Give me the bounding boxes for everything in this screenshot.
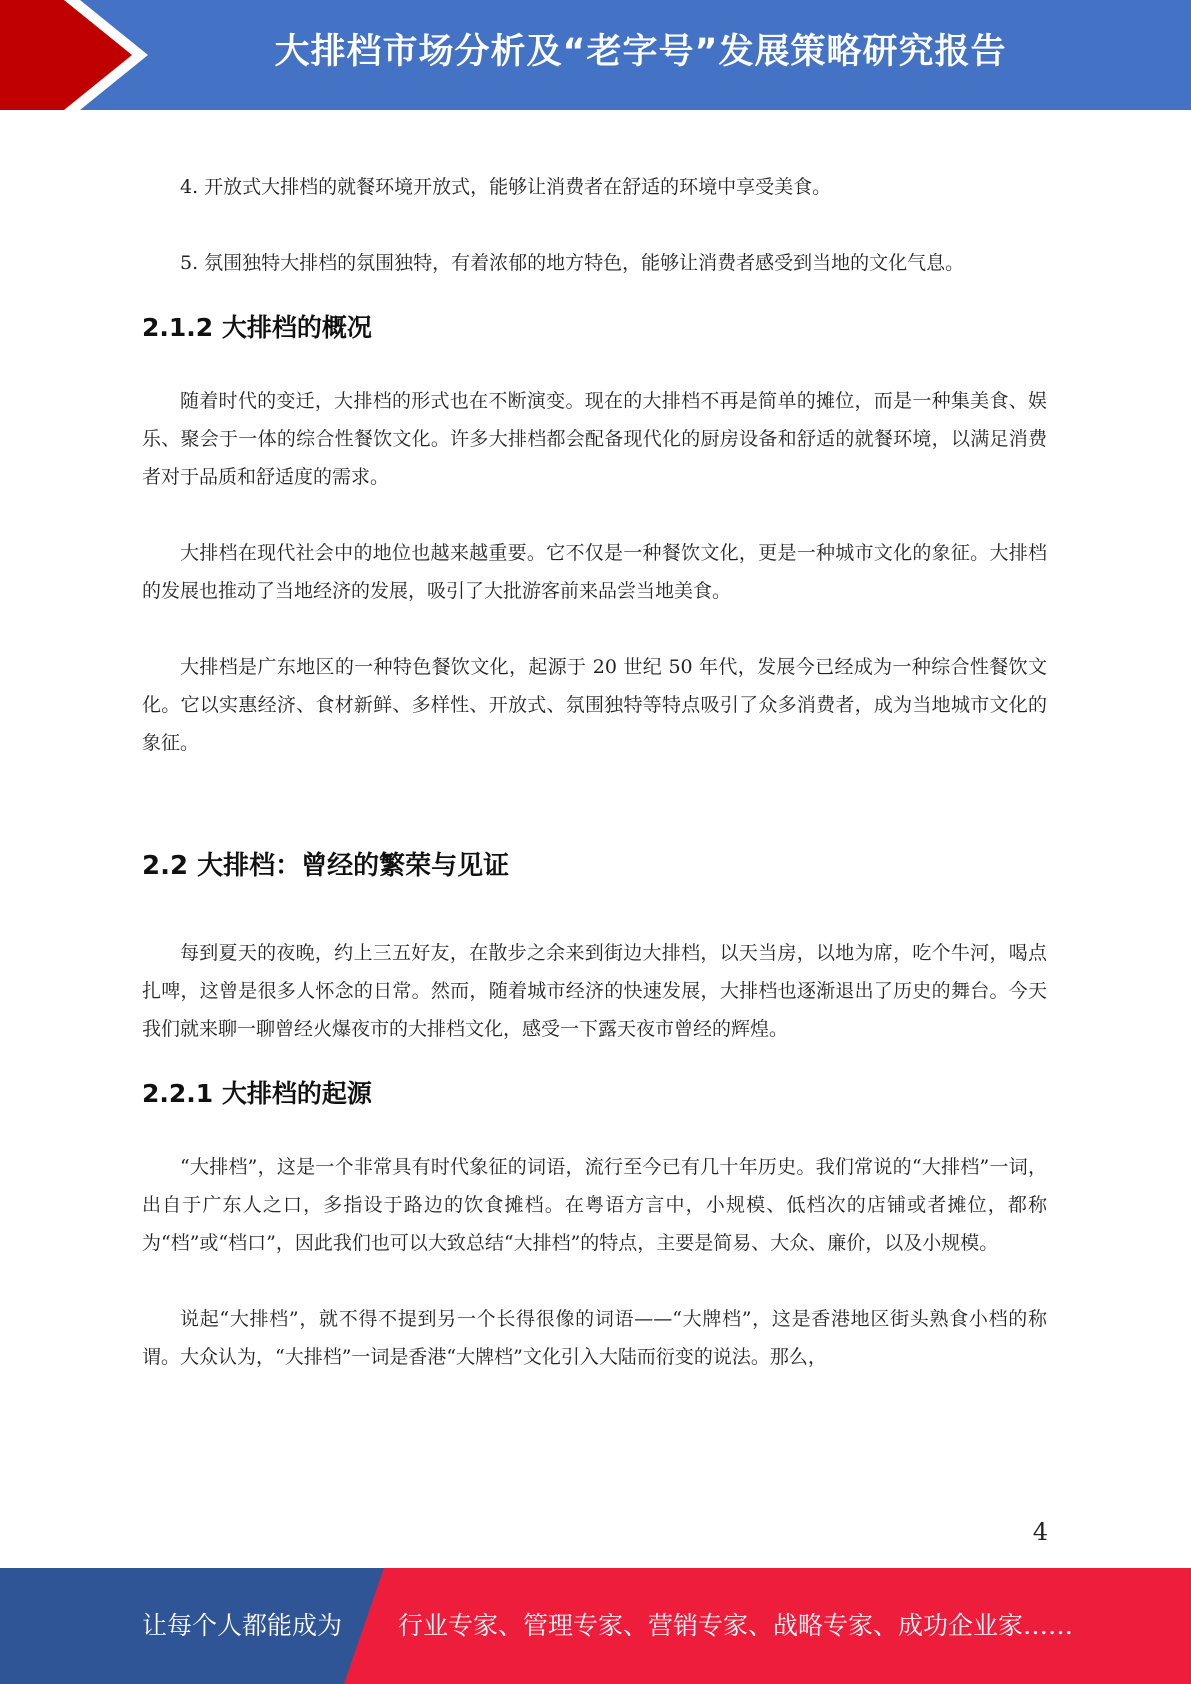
paragraph-unique-atmosphere: 5. 氛围独特大排档的氛围独特，有着浓郁的地方特色，能够让消费者感受到当地的文化气息。 <box>180 252 965 274</box>
paragraph-origin-hk: 说起“大排档”，就不得不提到另一个长得很像的词语——“大牌档”，这是香港地区街头熟食小档的称谓。大众认为，“大排档”一词是香港“大牌档”文化引入大陆而衍变的说法。那么， <box>142 1308 1047 1368</box>
section-heading-2-1-2: 2.1.2 大排档的概况 <box>142 313 372 342</box>
section-heading-2-2-1: 2.2.1 大排档的起源 <box>142 1079 372 1108</box>
page-number: 4 <box>1032 1518 1048 1546</box>
paragraph-origin-term: “大排档”，这是一个非常具有时代象征的词语，流行至今已有几十年历史。我们常说的“大排档”一词，出自于广东人之口，多指设于路边的饮食摊档。在粤语方言中，小规模、低档次的店铺或者摊位，都称为“档”或“档口”，因此我们也可以大致总结“大排档”的特点，主要是简易、大众、廉价，以及小规模。 <box>142 1156 1047 1254</box>
paragraph-overview-status: 大排档在现代社会中的地位也越来越重要。它不仅是一种餐饮文化，更是一种城市文化的象征。大排档的发展也推动了当地经济的发展，吸引了大批游客前来品尝当地美食。 <box>142 542 1047 602</box>
page-footer <box>0 1568 1191 1684</box>
paragraph-overview-summary: 大排档是广东地区的一种特色餐饮文化，起源于 20 世纪 50 年代，发展今已经成为一种综合性餐饮文化。它以实惠经济、食材新鲜、多样性、开放式、氛围独特等特点吸引了众多消费者，成为当地城市文化的象征。 <box>142 656 1047 754</box>
paragraph-open-environment: 4. 开放式大排档的就餐环境开放式，能够让消费者在舒适的环境中享受美食。 <box>180 176 832 198</box>
page-content <box>142 168 1047 1376</box>
paragraph-overview-evolution: 随着时代的变迁，大排档的形式也在不断演变。现在的大排档不再是简单的摊位，而是一种集美食、娱乐、聚会于一体的综合性餐饮文化。许多大排档都会配备现代化的厨房设备和舒适的就餐环境，以满足消费者对于品质和舒适度的需求。 <box>142 390 1047 488</box>
footer-slogan-left: 让每个人都能成为 <box>142 1611 343 1640</box>
paragraph-prosperity: 每到夏天的夜晚，约上三五好友，在散步之余来到街边大排档，以天当房，以地为席，吃个牛河，喝点扎啤，这曾是很多人怀念的日常。然而，随着城市经济的快速发展，大排档也逐渐退出了历史的舞台。今天我们就来聊一聊曾经火爆夜市的大排档文化，感受一下露天夜市曾经的辉煌。 <box>142 942 1047 1040</box>
footer-slogan-right: 行业专家、管理专家、营销专家、战略专家、成功企业家…… <box>398 1611 1074 1640</box>
page-header <box>0 0 1191 110</box>
section-heading-2-2: 2.2 大排档：曾经的繁荣与见证 <box>142 851 510 881</box>
report-title: 大排档市场分析及“老字号”发展策略研究报告 <box>274 32 1007 72</box>
